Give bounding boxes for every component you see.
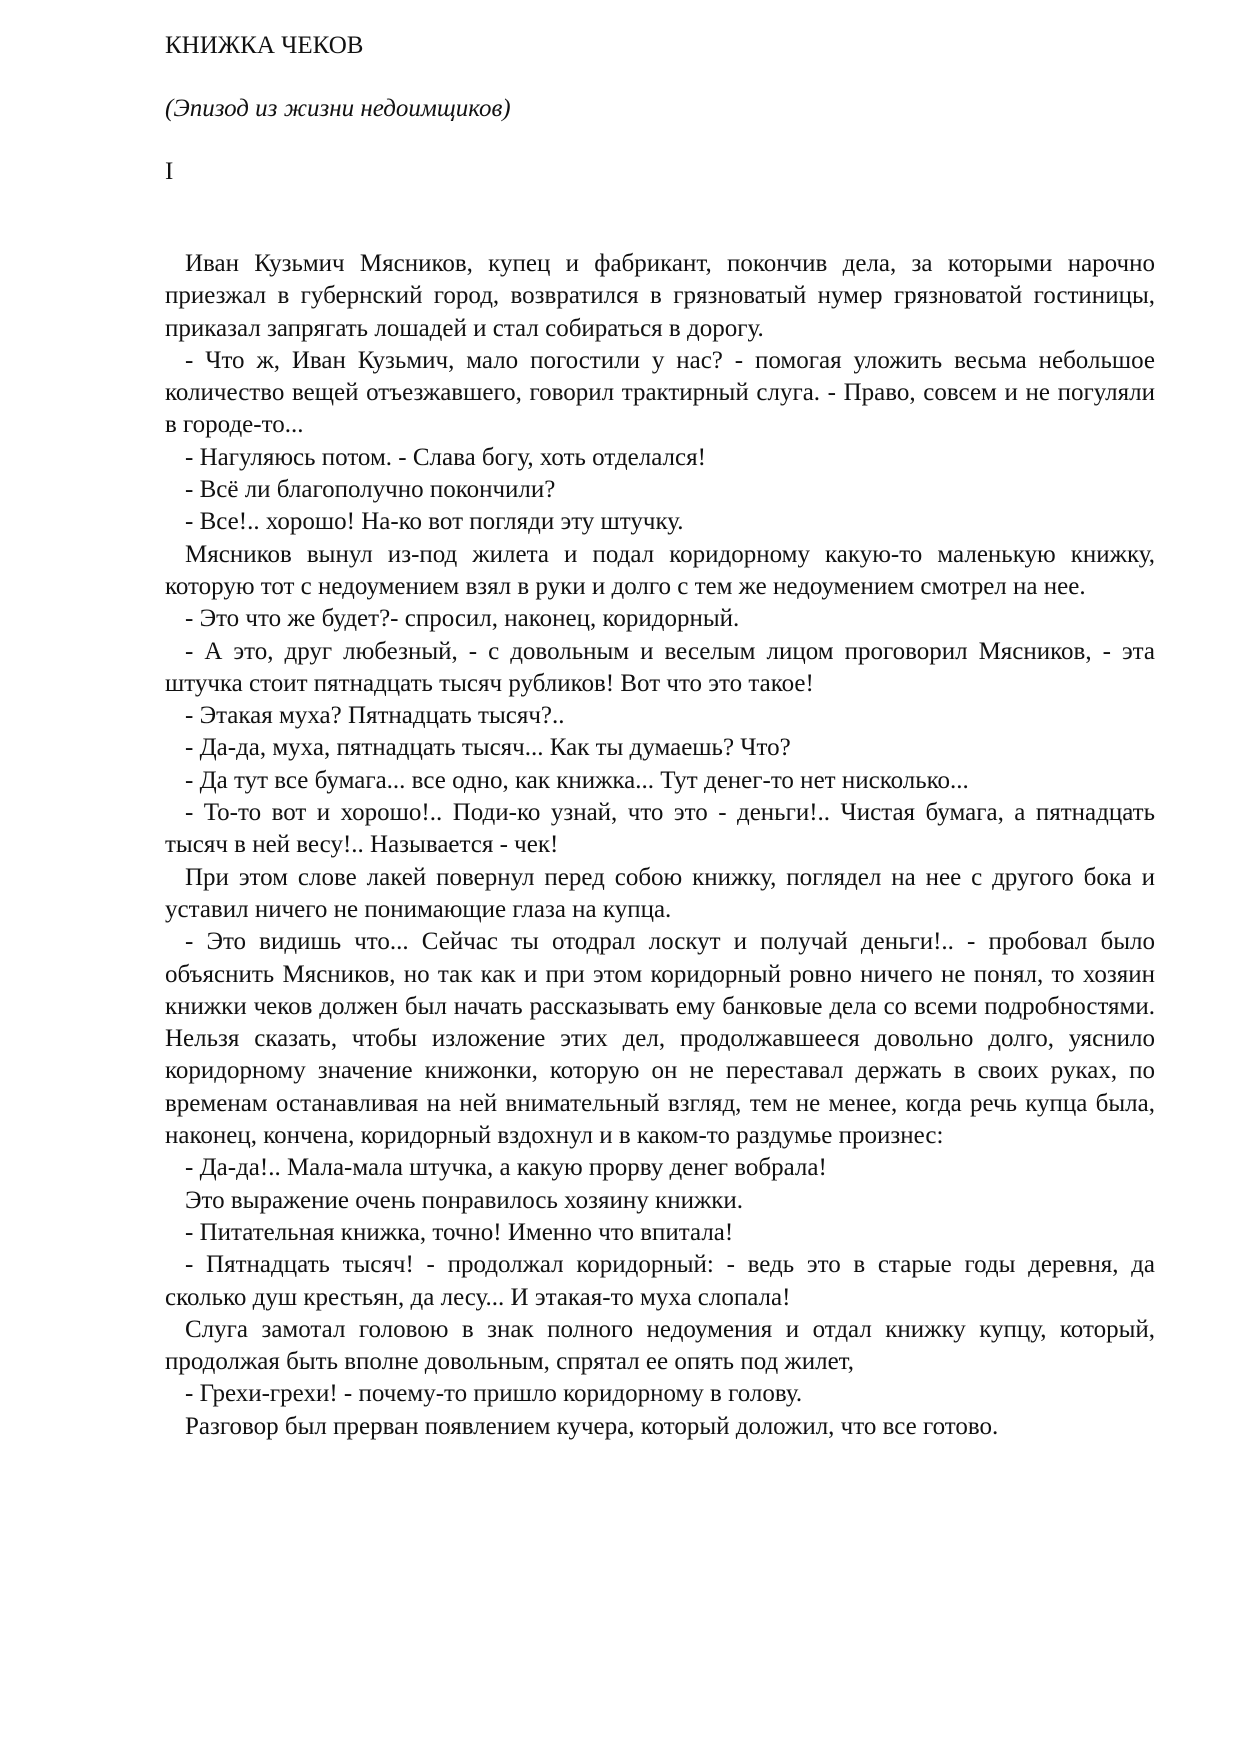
document-subtitle: (Эпизод из жизни недоимщиков) [165,95,511,122]
paragraph: Иван Кузьмич Мясников, купец и фабрикант, покончив дела, за которыми нарочно приезжал в губернский город, возвратился в грязноватый нумер грязноватой гостиницы, приказал запрягать лошадей и стал собираться в дорогу. [165,250,1155,342]
paragraph: При этом слове лакей повернул перед собою книжку, поглядел на нее с другого бока и уставил ничего не понимающие глаза на купца. [165,863,1155,923]
body-text [165,248,1155,1443]
paragraph: - Да-да, муха, пятнадцать тысяч... Как ты думаешь? Что? [185,734,791,762]
paragraph: - Питательная книжка, точно! Именно что впитала! [185,1218,734,1246]
paragraph: - Все!.. хорошо! На-ко вот погляди эту штучку. [185,508,684,536]
paragraph: - Да тут все бумага... все одно, как книжка... Тут денег-то нет нисколько... [185,766,969,794]
paragraph: - Да-да!.. Мала-мала штучка, а какую прорву денег вобрала! [185,1154,827,1182]
paragraph: - Это что же будет?- спросил, наконец, коридорный. [185,605,740,633]
paragraph: - Всё ли благополучно покончили? [185,476,556,504]
paragraph: Это выражение очень понравилось хозяину книжки. [185,1186,744,1214]
paragraph: - А это, друг любезный, - с довольным и веселым лицом проговорил Мясников, - эта штучка стоит пятнадцать тысяч рубликов! Вот что это такое! [165,637,1155,697]
paragraph: - Пятнадцать тысяч! - продолжал коридорный: - ведь это в старые годы деревня, да сколько душ крестьян, да лесу... И этакая-то муха слопала! [165,1251,1155,1311]
paragraph: Мясников вынул из-под жилета и подал коридорному какую-то маленькую книжку, которую тот с недоумением взял в руки и долго с тем же недоумением смотрел на нее. [165,540,1155,600]
paragraph: Слуга замотал головою в знак полного недоумения и отдал книжку купцу, который, продолжая быть вполне довольным, спрятал ее опять под жилет, [165,1315,1155,1376]
paragraph: - Грехи-грехи! - почему-то пришло коридорному в голову. [185,1380,803,1408]
paragraph: - Это видишь что... Сейчас ты отодрал лоскут и получай деньги!.. - пробовал было объяснить Мясников, но так как и при этом коридорный ровно ничего не понял, то хозяин книжки чеков должен был начать рассказывать ему банковые дела со всеми подробностями. Нельзя сказать, чтобы изложение этих дел, продолжавшееся довольно долго, уяснило коридорному значение книжонки, которую он не переставал держать в своих руках, по временам останавливая на ней внимательный взгляд, тем не менее, когда речь купца была, наконец, кончена, коридорный вздохнул и в каком-то раздумье произнес: [165,928,1155,1150]
paragraph: - Нагуляюсь потом. - Слава богу, хоть отделался! [185,443,706,471]
paragraph: - Что ж, Иван Кузьмич, мало погостили у нас? - помогая уложить весьма небольшое количество вещей отъезжавшего, говорил трактирный слуга. - Право, совсем и не погуляли в городе-то... [165,346,1155,439]
paragraph: - То-то вот и хорошо!.. Поди-ко узнай, что это - деньги!.. Чистая бумага, а пятнадцать тысяч в ней весу!.. Называется - чек! [165,799,1155,859]
document-title: КНИЖКА ЧЕКОВ [165,32,364,59]
paragraph: Разговор был прерван появлением кучера, который доложил, что все готово. [185,1412,999,1440]
paragraph: - Этакая муха? Пятнадцать тысяч?.. [185,702,565,730]
chapter-number: I [165,158,174,185]
